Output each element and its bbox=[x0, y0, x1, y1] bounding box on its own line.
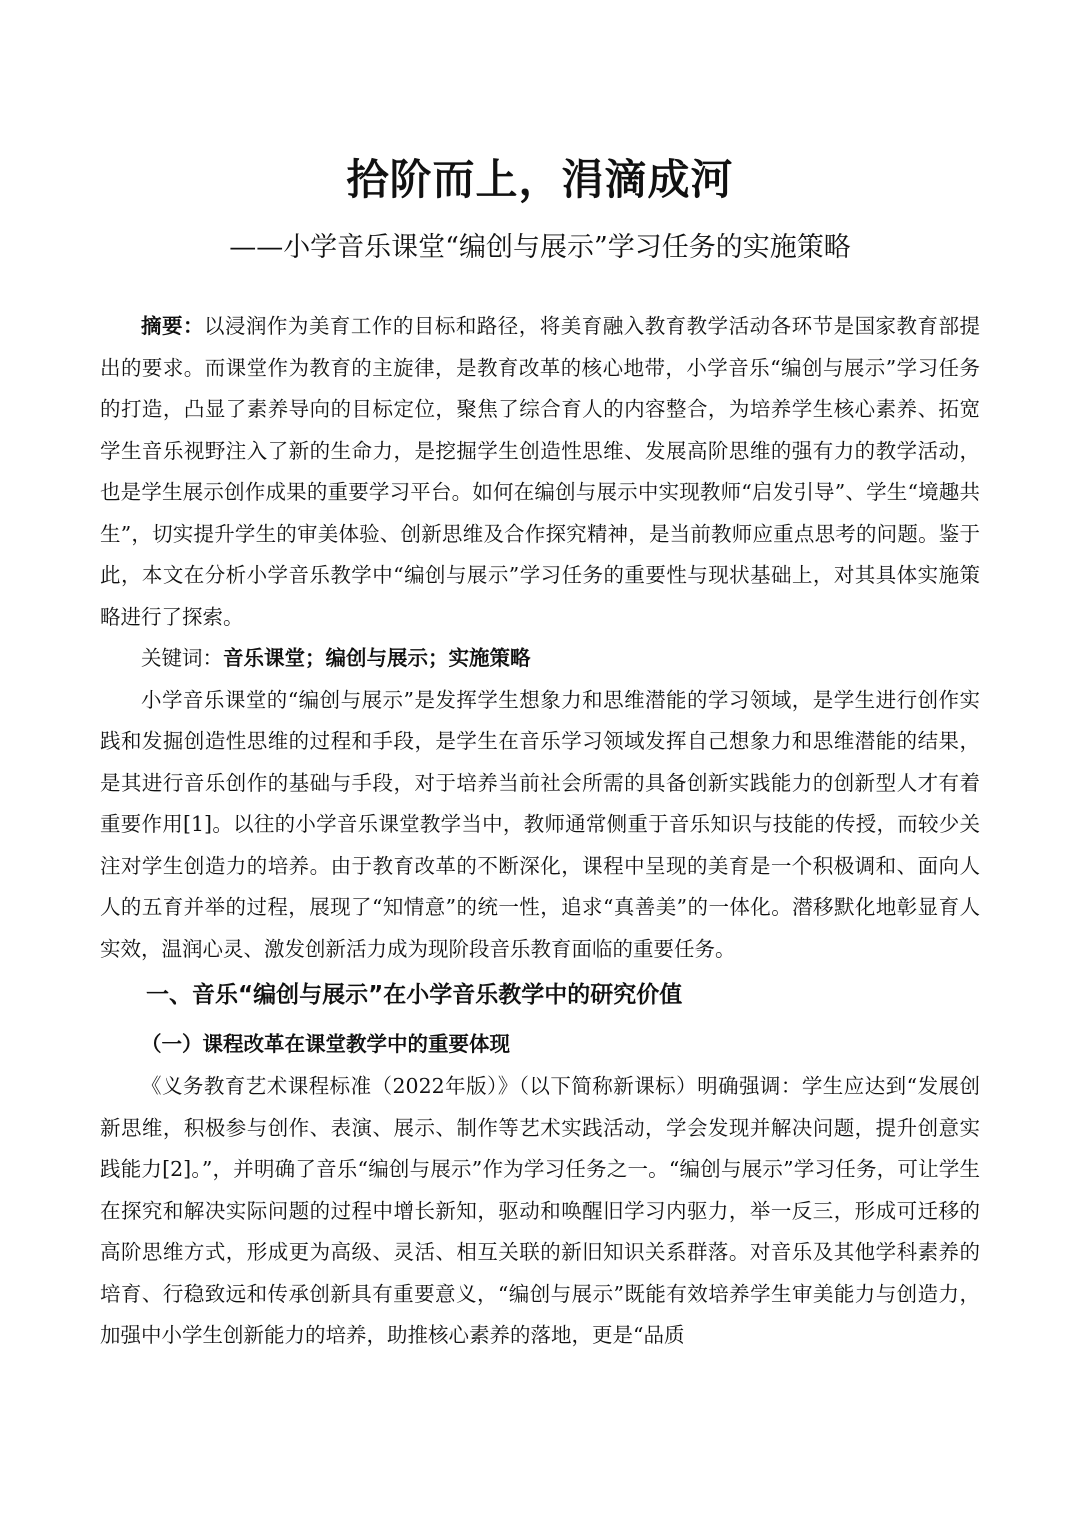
document-subtitle: ——小学音乐课堂“编创与展示”学习任务的实施策略 bbox=[229, 232, 851, 263]
abstract-label: 摘要： bbox=[141, 314, 204, 338]
document-title: 拾阶而上，涓滴成河 bbox=[346, 155, 734, 204]
document-page bbox=[100, 150, 980, 1357]
subsection-1-paragraph: 《义务教育艺术课程标准（2022年版）》（以下简称新课标）明确强调：学生应达到“发展创新思维，积极参与创作、表演、展示、制作等艺术实践活动，学会发现并解决问题，提升创意实践能力[2]。”，并明确了音乐“编创与展示”作为学习任务之一。“编创与展示”学习任务，可让学生在探究和解决实际问题的过程中增长新知，驱动和唤醒旧学习内驱力，举一反三，形成可迁移的高阶思维方式，形成更为高级、灵活、相互关联的新旧知识关系群落。对音乐及其他学科素养的培育、行稳致远和传承创新具有重要意义，“编创与展示”既能有效培养学生审美能力与创造力，加强中小学生创新能力的培养，助推核心素养的落地，更是“品质 bbox=[100, 1074, 980, 1347]
abstract-paragraph bbox=[100, 306, 980, 638]
keywords-label: 关键词： bbox=[141, 646, 223, 670]
section-1-heading: 一、音乐“编创与展示”在小学音乐教学中的研究价值 bbox=[146, 982, 683, 1008]
abstract-text: 以浸润作为美育工作的目标和路径，将美育融入教育教学活动各环节是国家教育部提出的要求。而课堂作为教育的主旋律，是教育改革的核心地带，小学音乐“编创与展示”学习任务的打造，凸显了素养导向的目标定位，聚焦了综合育人的内容整合，为培养学生核心素养、拓宽学生音乐视野注入了新的生命力，是挖掘学生创造性思维、发展高阶思维的强有力的教学活动，也是学生展示创作成果的重要学习平台。如何在编创与展示中实现教师“启发引导”、学生“境趣共生”，切实提升学生的审美体验、创新思维及合作探究精神，是当前教师应重点思考的问题。鉴于此，本文在分析小学音乐教学中“编创与展示”学习任务的重要性与现状基础上，对其具体实施策略进行了探索。 bbox=[100, 314, 981, 629]
intro-paragraph: 小学音乐课堂的“编创与展示”是发挥学生想象力和思维潜能的学习领域，是学生进行创作实践和发掘创造性思维的过程和手段，是学生在音乐学习领域发挥自己想象力和思维潜能的结果，是其进行音乐创作的基础与手段，对于培养当前社会所需的具备创新实践能力的创新型人才有着重要作用[1]。以往的小学音乐课堂教学当中，教师通常侧重于音乐知识与技能的传授，而较少关注对学生创造力的培养。由于教育改革的不断深化，课程中呈现的美育是一个积极调和、面向人人的五育并举的过程，展现了“知情意”的统一性，追求“真善美”的一体化。潜移默化地彰显育人实效，温润心灵、激发创新活力成为现阶段音乐教育面临的重要任务。 bbox=[100, 687, 980, 961]
keywords-line bbox=[100, 638, 980, 680]
keywords-text: 音乐课堂；编创与展示；实施策略 bbox=[223, 646, 531, 670]
subsection-1-heading: （一）课程改革在课堂教学中的重要体现 bbox=[141, 1032, 510, 1056]
